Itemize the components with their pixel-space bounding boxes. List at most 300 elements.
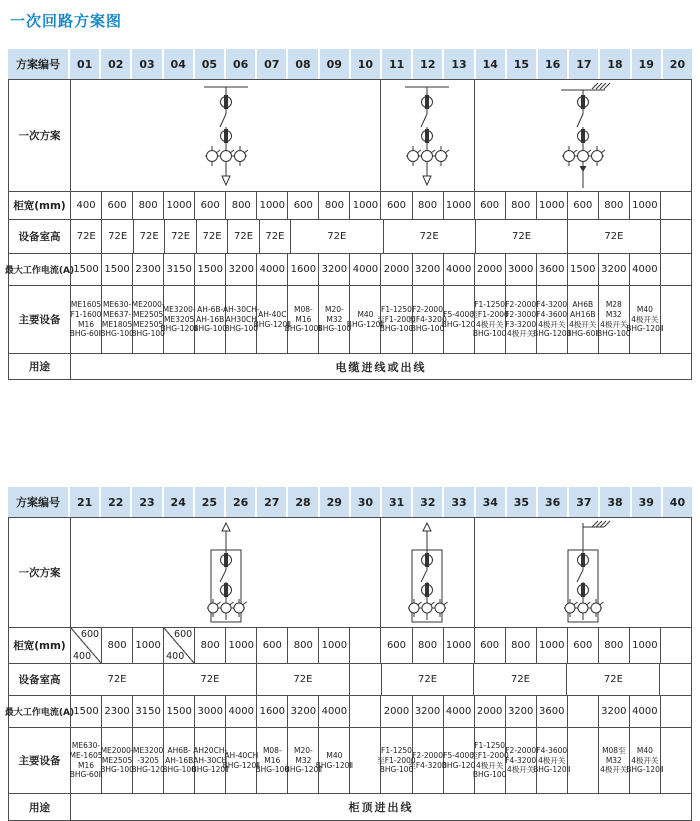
cabinet-width-split-cell — [164, 628, 195, 664]
breaker-cable-outgoing-diagram — [191, 82, 261, 190]
equipment-line: ME3200- — [162, 304, 196, 314]
room-height-cell: 72E — [71, 220, 102, 254]
scheme-number-cell: 27 — [257, 487, 288, 517]
cabinet-width-cell: 1000 — [319, 628, 350, 664]
equipment-line: -3205 — [137, 755, 160, 765]
scheme-number-cell: 08 — [288, 49, 319, 79]
room-height-cell: 72E — [165, 220, 196, 254]
equipment-line: 至F1-2000 — [470, 750, 509, 760]
equipment-cell — [568, 286, 599, 354]
scheme-table-2 — [4, 487, 692, 821]
max-current-cell: 1500 — [71, 254, 102, 286]
cabinet-width-cell: 800 — [288, 628, 319, 664]
scheme-number-cell: 37 — [569, 487, 600, 517]
equipment-line: ME2000- — [100, 745, 134, 755]
room-height-cell: 72E — [102, 220, 133, 254]
scheme-number-cell: 03 — [132, 49, 163, 79]
max-current-cell: 3200 — [319, 254, 350, 286]
equipment-line: AH-30CH — [193, 755, 228, 765]
equipment-line: M40 — [636, 745, 653, 755]
cabinet-width-cell: 800 — [506, 628, 537, 664]
equipment-cell — [599, 286, 630, 354]
scheme-number-cell: 15 — [507, 49, 538, 79]
cabinet-width-cell: 800 — [319, 192, 350, 220]
equipment-line: M16 — [264, 755, 281, 765]
equipment-line: BHG-120Ⅱ — [626, 765, 664, 775]
equipment-line: F2-2000 — [412, 304, 443, 314]
equipment-cell — [661, 286, 692, 354]
equipment-line: M32 — [605, 309, 622, 319]
room-height-cell: 72E — [260, 220, 291, 254]
diagram-cell — [71, 80, 381, 192]
equipment-cell — [164, 728, 195, 794]
max-current-cell: 2300 — [102, 696, 133, 728]
equipment-line: ME2505 — [132, 309, 164, 319]
scheme-number-cell: 18 — [600, 49, 631, 79]
scheme-number-cell: 02 — [101, 49, 132, 79]
equipment-line: 4极开关 — [600, 319, 628, 329]
width-top-value: 600 — [80, 629, 100, 640]
equipment-line: F3-3200 — [505, 319, 537, 329]
equipment-line: ME3200 — [132, 745, 164, 755]
max-current-cell: 2000 — [381, 254, 412, 286]
cabinet-width-cell: 800 — [413, 192, 444, 220]
equipment-line: AH20CH- — [193, 745, 228, 755]
scheme-number-cell: 29 — [320, 487, 351, 517]
equipment-cell — [222, 286, 260, 354]
equipment-line: 4极开关 — [538, 755, 566, 765]
scheme-number-cell: 09 — [320, 49, 351, 79]
cabinet-width-cell: 600 — [102, 192, 133, 220]
max-current-cell: 2000 — [475, 254, 506, 286]
main-equipment-row — [9, 286, 692, 354]
cabinet-width-cell: 600 — [288, 192, 319, 220]
scheme-number-cell: 14 — [476, 49, 507, 79]
equipment-line: AH16B — [570, 309, 596, 319]
row-label-main-equipment: 主要设备 — [9, 728, 71, 794]
room-height-cell: 72E — [384, 220, 476, 254]
equipment-cell — [408, 286, 447, 354]
cabinet-width-cell: 1000 — [164, 192, 195, 220]
drawout-breaker-top-entry-diagram — [392, 520, 462, 628]
equipment-cell — [319, 286, 350, 354]
equipment-line: F2-2000 — [505, 300, 537, 309]
cabinet-width-cell: 1000 — [133, 628, 164, 664]
cabinet-width-cell: 600 — [195, 192, 226, 220]
equipment-line: 至F1-2000 — [377, 755, 416, 765]
cabinet-width-cell: 800 — [102, 628, 133, 664]
primary-scheme-row — [9, 518, 692, 628]
equipment-line: F1-1250 — [474, 741, 506, 750]
usage-cell: 柜顶进出线 — [71, 794, 692, 821]
cabinet-width-cell — [661, 192, 692, 220]
max-current-cell: 4000 — [444, 696, 475, 728]
equipment-cell — [71, 728, 102, 794]
scheme-number-cell: 23 — [132, 487, 163, 517]
equipment-line: AH-16B — [165, 755, 194, 765]
max-current-cell — [350, 696, 381, 728]
equipment-line: F5-4000 — [443, 750, 475, 760]
equipment-line: 4极开关 — [600, 765, 628, 775]
equipment-line: 至F1-2000 — [470, 309, 509, 319]
max-current-cell: 3200 — [599, 696, 630, 728]
scheme-number-cell: 01 — [70, 49, 101, 79]
row-label-room-height: 设备室高 — [9, 220, 71, 254]
equipment-line: M08- — [262, 745, 282, 755]
row-label-cabinet-width: 柜宽(mm) — [9, 628, 71, 664]
cabinet-width-cell: 800 — [599, 192, 630, 220]
equipment-cell — [222, 728, 260, 794]
row-label-room-height: 设备室高 — [9, 664, 71, 696]
cabinet-width-cell: 800 — [413, 628, 444, 664]
equipment-line: M16 — [78, 319, 95, 329]
equipment-line: BHG-100 — [255, 765, 290, 775]
equipment-line: BHG-120Ⅱ — [626, 324, 664, 334]
equipment-line: BHG-120Ⅱ — [222, 760, 260, 770]
row-label-usage: 用途 — [9, 354, 71, 380]
scheme-table-1 — [4, 49, 692, 380]
max-current-cell: 4000 — [630, 696, 661, 728]
max-current-cell: 1500 — [195, 254, 226, 286]
room-height-cell: 72E — [164, 664, 257, 696]
equipment-line: ME2000- — [131, 300, 165, 309]
equipment-line: M20- — [325, 304, 344, 314]
equipment-line: BHG-100 — [224, 324, 259, 334]
room-height-cell: 72E — [71, 664, 164, 696]
equipment-line: F2-2000 — [412, 750, 443, 760]
equipment-line: BHG-120Ⅱ — [533, 329, 571, 339]
equipment-cell — [626, 286, 664, 354]
equipment-line: ME637- — [102, 309, 132, 319]
equipment-line: M08- — [293, 304, 313, 314]
cabinet-width-split-cell — [71, 628, 102, 664]
equipment-line: M16 — [295, 314, 312, 324]
scheme-number-cell: 05 — [195, 49, 226, 79]
cabinet-width-cell: 800 — [506, 192, 537, 220]
row-label-main-equipment: 主要设备 — [9, 286, 71, 354]
cabinet-width-cell: 1000 — [226, 628, 257, 664]
equipment-cell — [160, 286, 198, 354]
cabinet-width-cell — [661, 628, 692, 664]
equipment-line: 4极开关 — [507, 329, 535, 339]
usage-cell: 电缆进线或出线 — [71, 354, 692, 380]
cabinet-width-cell: 1000 — [537, 628, 568, 664]
equipment-line: F2-3000 — [505, 309, 537, 319]
equipment-line: BHG-100 — [100, 329, 134, 339]
equipment-cell — [253, 286, 291, 354]
room-height-cell: 72E — [291, 220, 383, 254]
max-current-row — [4, 254, 692, 286]
equipment-line: BHG-120Ⅱ — [284, 765, 323, 775]
row-label-primary-scheme: 一次方案 — [9, 80, 71, 192]
max-current-cell: 2300 — [133, 254, 164, 286]
max-current-cell: 3150 — [164, 254, 195, 286]
cabinet-width-cell: 1000 — [630, 192, 661, 220]
cabinet-width-cell: 800 — [599, 628, 630, 664]
equipment-line: 至F4-3200 — [408, 314, 447, 324]
equipment-line: M40 — [636, 304, 653, 314]
equipment-line: AH6B- — [167, 745, 191, 755]
row-label-max-current: 最大工作电流(A) — [9, 696, 71, 728]
equipment-line: ME-1605 — [69, 750, 103, 760]
max-current-cell: 3200 — [413, 254, 444, 286]
scheme-number-cell: 13 — [444, 49, 475, 79]
max-current-cell: 3600 — [537, 696, 568, 728]
equipment-line: AH6B — [572, 300, 594, 309]
equipment-line: M16 — [78, 760, 95, 770]
max-current-cell: 4000 — [257, 254, 288, 286]
max-current-cell — [661, 696, 692, 728]
equipment-line: ME3205 — [164, 314, 195, 324]
scheme-number-cell: 17 — [569, 49, 600, 79]
scheme-number-cell: 24 — [164, 487, 195, 517]
equipment-line: BHG-60Ⅱ — [69, 770, 103, 780]
equipment-line: BHG-100 — [472, 770, 507, 780]
max-current-cell: 4000 — [444, 254, 475, 286]
equipment-cell — [133, 728, 164, 794]
equipment-cell — [408, 728, 447, 794]
equipment-line: F4-3200 — [505, 755, 537, 765]
cabinet-width-cell: 600 — [568, 192, 599, 220]
equipment-cell — [195, 286, 226, 354]
max-current-cell: 1500 — [568, 254, 599, 286]
room-height-cell: 72E — [568, 220, 660, 254]
equipment-line: 至F4-3200 — [408, 760, 447, 770]
room-height-cell — [350, 664, 382, 696]
table-gap — [8, 380, 692, 487]
width-bottom-value: 400 — [166, 651, 185, 662]
cabinet-width-cell: 600 — [568, 628, 599, 664]
equipment-line: M28 — [605, 300, 622, 309]
scheme-number-cell: 16 — [538, 49, 569, 79]
equipment-line: 4极开关 — [475, 760, 504, 770]
equipment-line: BHG-60Ⅱ — [566, 329, 600, 339]
cabinet-width-cell: 600 — [475, 192, 506, 220]
equipment-line: AH-16B — [196, 314, 225, 324]
equipment-line: BHG-100 — [379, 324, 414, 334]
room-height-row — [9, 220, 692, 254]
cabinet-width-cell: 1000 — [257, 192, 288, 220]
max-current-cell: 3600 — [537, 254, 568, 286]
equipment-line: BHG-120Ⅱ — [315, 760, 354, 770]
cabinet-width-cell: 1000 — [630, 628, 661, 664]
equipment-line: ME1805 — [101, 319, 133, 329]
equipment-cell — [133, 286, 164, 354]
table-body — [4, 79, 692, 380]
room-height-row — [9, 664, 692, 696]
equipment-line: BHG-100 — [131, 329, 165, 339]
equipment-line: F1-1250 — [381, 304, 412, 314]
room-height-cell: 72E — [228, 220, 259, 254]
max-current-cell: 2000 — [381, 696, 412, 728]
equipment-line: BHG-100 — [100, 765, 134, 775]
equipment-line: BHG-120Ⅱ — [253, 319, 291, 329]
max-current-cell: 1600 — [288, 254, 319, 286]
scheme-number-cell: 28 — [288, 487, 319, 517]
usage-row — [9, 354, 692, 380]
max-current-cell: 3150 — [133, 696, 164, 728]
equipment-line: BHG-100 — [597, 329, 631, 339]
max-current-cell: 2000 — [475, 696, 506, 728]
scheme-number-cell: 07 — [257, 49, 288, 79]
equipment-line: M32 — [605, 755, 622, 765]
scheme-number-cell: 22 — [101, 487, 132, 517]
scheme-number-cell: 04 — [164, 49, 195, 79]
room-height-cell: 72E — [257, 664, 350, 696]
equipment-cell — [568, 728, 599, 794]
max-current-cell: 1600 — [257, 696, 288, 728]
max-current-cell: 3000 — [506, 254, 537, 286]
max-current-cell — [568, 696, 599, 728]
equipment-line: F1-1250 — [381, 745, 412, 755]
equipment-line: AH-30CH- — [222, 304, 260, 314]
room-height-cell: 72E — [134, 220, 165, 254]
equipment-line: AH-40CH — [224, 750, 259, 760]
equipment-cell — [102, 728, 133, 794]
equipment-line: BHG-60Ⅱ — [69, 329, 103, 339]
equipment-line: BHG-100 — [472, 329, 507, 339]
diagram-cell — [381, 518, 475, 628]
equipment-line: 至F1-2000 — [377, 314, 416, 324]
scheme-number-cell: 30 — [351, 487, 382, 517]
equipment-line: BHG-100 — [162, 765, 196, 775]
max-current-cell: 3200 — [599, 254, 630, 286]
scheme-number-cell: 33 — [444, 487, 475, 517]
scheme-number-cell: 35 — [507, 487, 538, 517]
equipment-cell — [441, 728, 476, 794]
equipment-cell — [257, 728, 288, 794]
equipment-line: BHG-120Ⅱ — [346, 319, 385, 329]
equipment-cell — [71, 286, 102, 354]
equipment-line: BHG-120Ⅱ — [191, 765, 229, 775]
page-title: 一次回路方案图 — [10, 12, 123, 30]
usage-row — [9, 794, 692, 821]
max-current-cell — [661, 254, 692, 286]
room-height-cell: 72E — [197, 220, 228, 254]
row-label-cabinet-width: 柜宽(mm) — [9, 192, 71, 220]
equipment-line: 4极开关 — [538, 319, 566, 329]
equipment-line: BHG-120 — [441, 760, 476, 770]
breaker-earthed-busbar-diagram — [548, 82, 618, 190]
drawout-breaker-earthed-diagram — [548, 520, 618, 628]
scheme-number-cell: 19 — [632, 49, 663, 79]
row-label-primary-scheme: 一次方案 — [9, 518, 71, 628]
equipment-line: ME2505 — [132, 319, 164, 329]
max-current-cell: 1500 — [102, 254, 133, 286]
cabinet-width-cell: 1000 — [350, 192, 381, 220]
equipment-cell — [626, 728, 664, 794]
scheme-number-cell: 40 — [663, 487, 692, 517]
equipment-line: AH30CH — [225, 314, 257, 324]
row-label-scheme-no: 方案编号 — [8, 49, 70, 79]
equipment-cell — [533, 286, 571, 354]
room-height-cell: 72E — [382, 664, 475, 696]
room-height-cell — [661, 220, 692, 254]
cabinet-width-row — [9, 628, 692, 664]
equipment-line: ME630- — [71, 741, 101, 750]
max-current-row — [4, 696, 692, 728]
equipment-cell — [506, 286, 537, 354]
scheme-number-cell: 31 — [382, 487, 413, 517]
equipment-line: BHG-120 — [131, 765, 165, 775]
equipment-cell — [102, 286, 133, 354]
cabinet-width-cell: 600 — [257, 628, 288, 664]
diagram-cell — [475, 518, 692, 628]
scheme-number-cell: 20 — [663, 49, 692, 79]
cabinet-width-cell: 800 — [133, 192, 164, 220]
equipment-line: ME630- — [102, 300, 132, 309]
scheme-number-cell: 10 — [351, 49, 382, 79]
scheme-number-cell: 38 — [600, 487, 631, 517]
max-current-cell: 1500 — [71, 696, 102, 728]
scheme-number-cell: 39 — [632, 487, 663, 517]
equipment-cell — [533, 728, 571, 794]
equipment-cell — [470, 286, 509, 354]
equipment-line: F4-3600 — [536, 309, 568, 319]
equipment-line: ME1605 — [70, 300, 102, 309]
equipment-line: BHG-100 — [317, 324, 352, 334]
max-current-cell: 3200 — [506, 696, 537, 728]
equipment-line: 4极开关 — [475, 319, 504, 329]
equipment-line: BHG-100 — [193, 324, 228, 334]
room-height-cell: 72E — [567, 664, 660, 696]
equipment-cell — [284, 728, 323, 794]
max-current-cell: 4000 — [319, 696, 350, 728]
equipment-line: BHG-120Ⅱ — [533, 765, 571, 775]
cabinet-width-cell: 800 — [226, 192, 257, 220]
equipment-cell — [191, 728, 229, 794]
cabinet-width-cell — [350, 628, 381, 664]
equipment-line: 4极开关 — [569, 319, 597, 329]
scheme-number-cell: 11 — [382, 49, 413, 79]
cabinet-width-cell: 1000 — [444, 192, 475, 220]
max-current-cell: 3000 — [195, 696, 226, 728]
equipment-line: BHG-100 — [379, 765, 414, 775]
main-equipment-row — [9, 728, 692, 794]
width-bottom-value: 400 — [73, 651, 92, 662]
cabinet-width-cell: 600 — [381, 192, 412, 220]
equipment-cell — [284, 286, 323, 354]
row-label-usage: 用途 — [9, 794, 71, 821]
equipment-cell — [506, 728, 537, 794]
diagram-cell — [71, 518, 381, 628]
max-current-cell: 4000 — [630, 254, 661, 286]
max-current-cell: 4000 — [226, 696, 257, 728]
scheme-number-cell: 34 — [476, 487, 507, 517]
row-label-max-current: 最大工作电流(A) — [9, 254, 71, 286]
equipment-line: AH-6B- — [197, 304, 224, 314]
equipment-line: AH-40C — [258, 309, 287, 319]
equipment-line: 4极开关 — [507, 765, 535, 775]
equipment-line: F2-2000 — [505, 745, 537, 755]
equipment-line: 4极开关 — [631, 314, 659, 324]
equipment-line: M40 — [326, 750, 343, 760]
drawout-breaker-top-entry-diagram — [191, 520, 261, 628]
scheme-number-row — [8, 487, 692, 517]
equipment-line: BHG-100Ⅱ — [284, 324, 323, 334]
max-current-cell: 3200 — [226, 254, 257, 286]
room-height-cell: 72E — [474, 664, 567, 696]
scheme-number-cell: 26 — [226, 487, 257, 517]
scheme-number-cell: 32 — [413, 487, 444, 517]
cabinet-width-cell: 800 — [195, 628, 226, 664]
equipment-line: M32 — [295, 755, 312, 765]
equipment-line: BHG-120Ⅱ — [160, 324, 198, 334]
scheme-number-row — [8, 49, 692, 79]
cabinet-width-cell: 600 — [381, 628, 412, 664]
room-height-cell — [660, 664, 692, 696]
equipment-line: F1-1600 — [70, 309, 102, 319]
